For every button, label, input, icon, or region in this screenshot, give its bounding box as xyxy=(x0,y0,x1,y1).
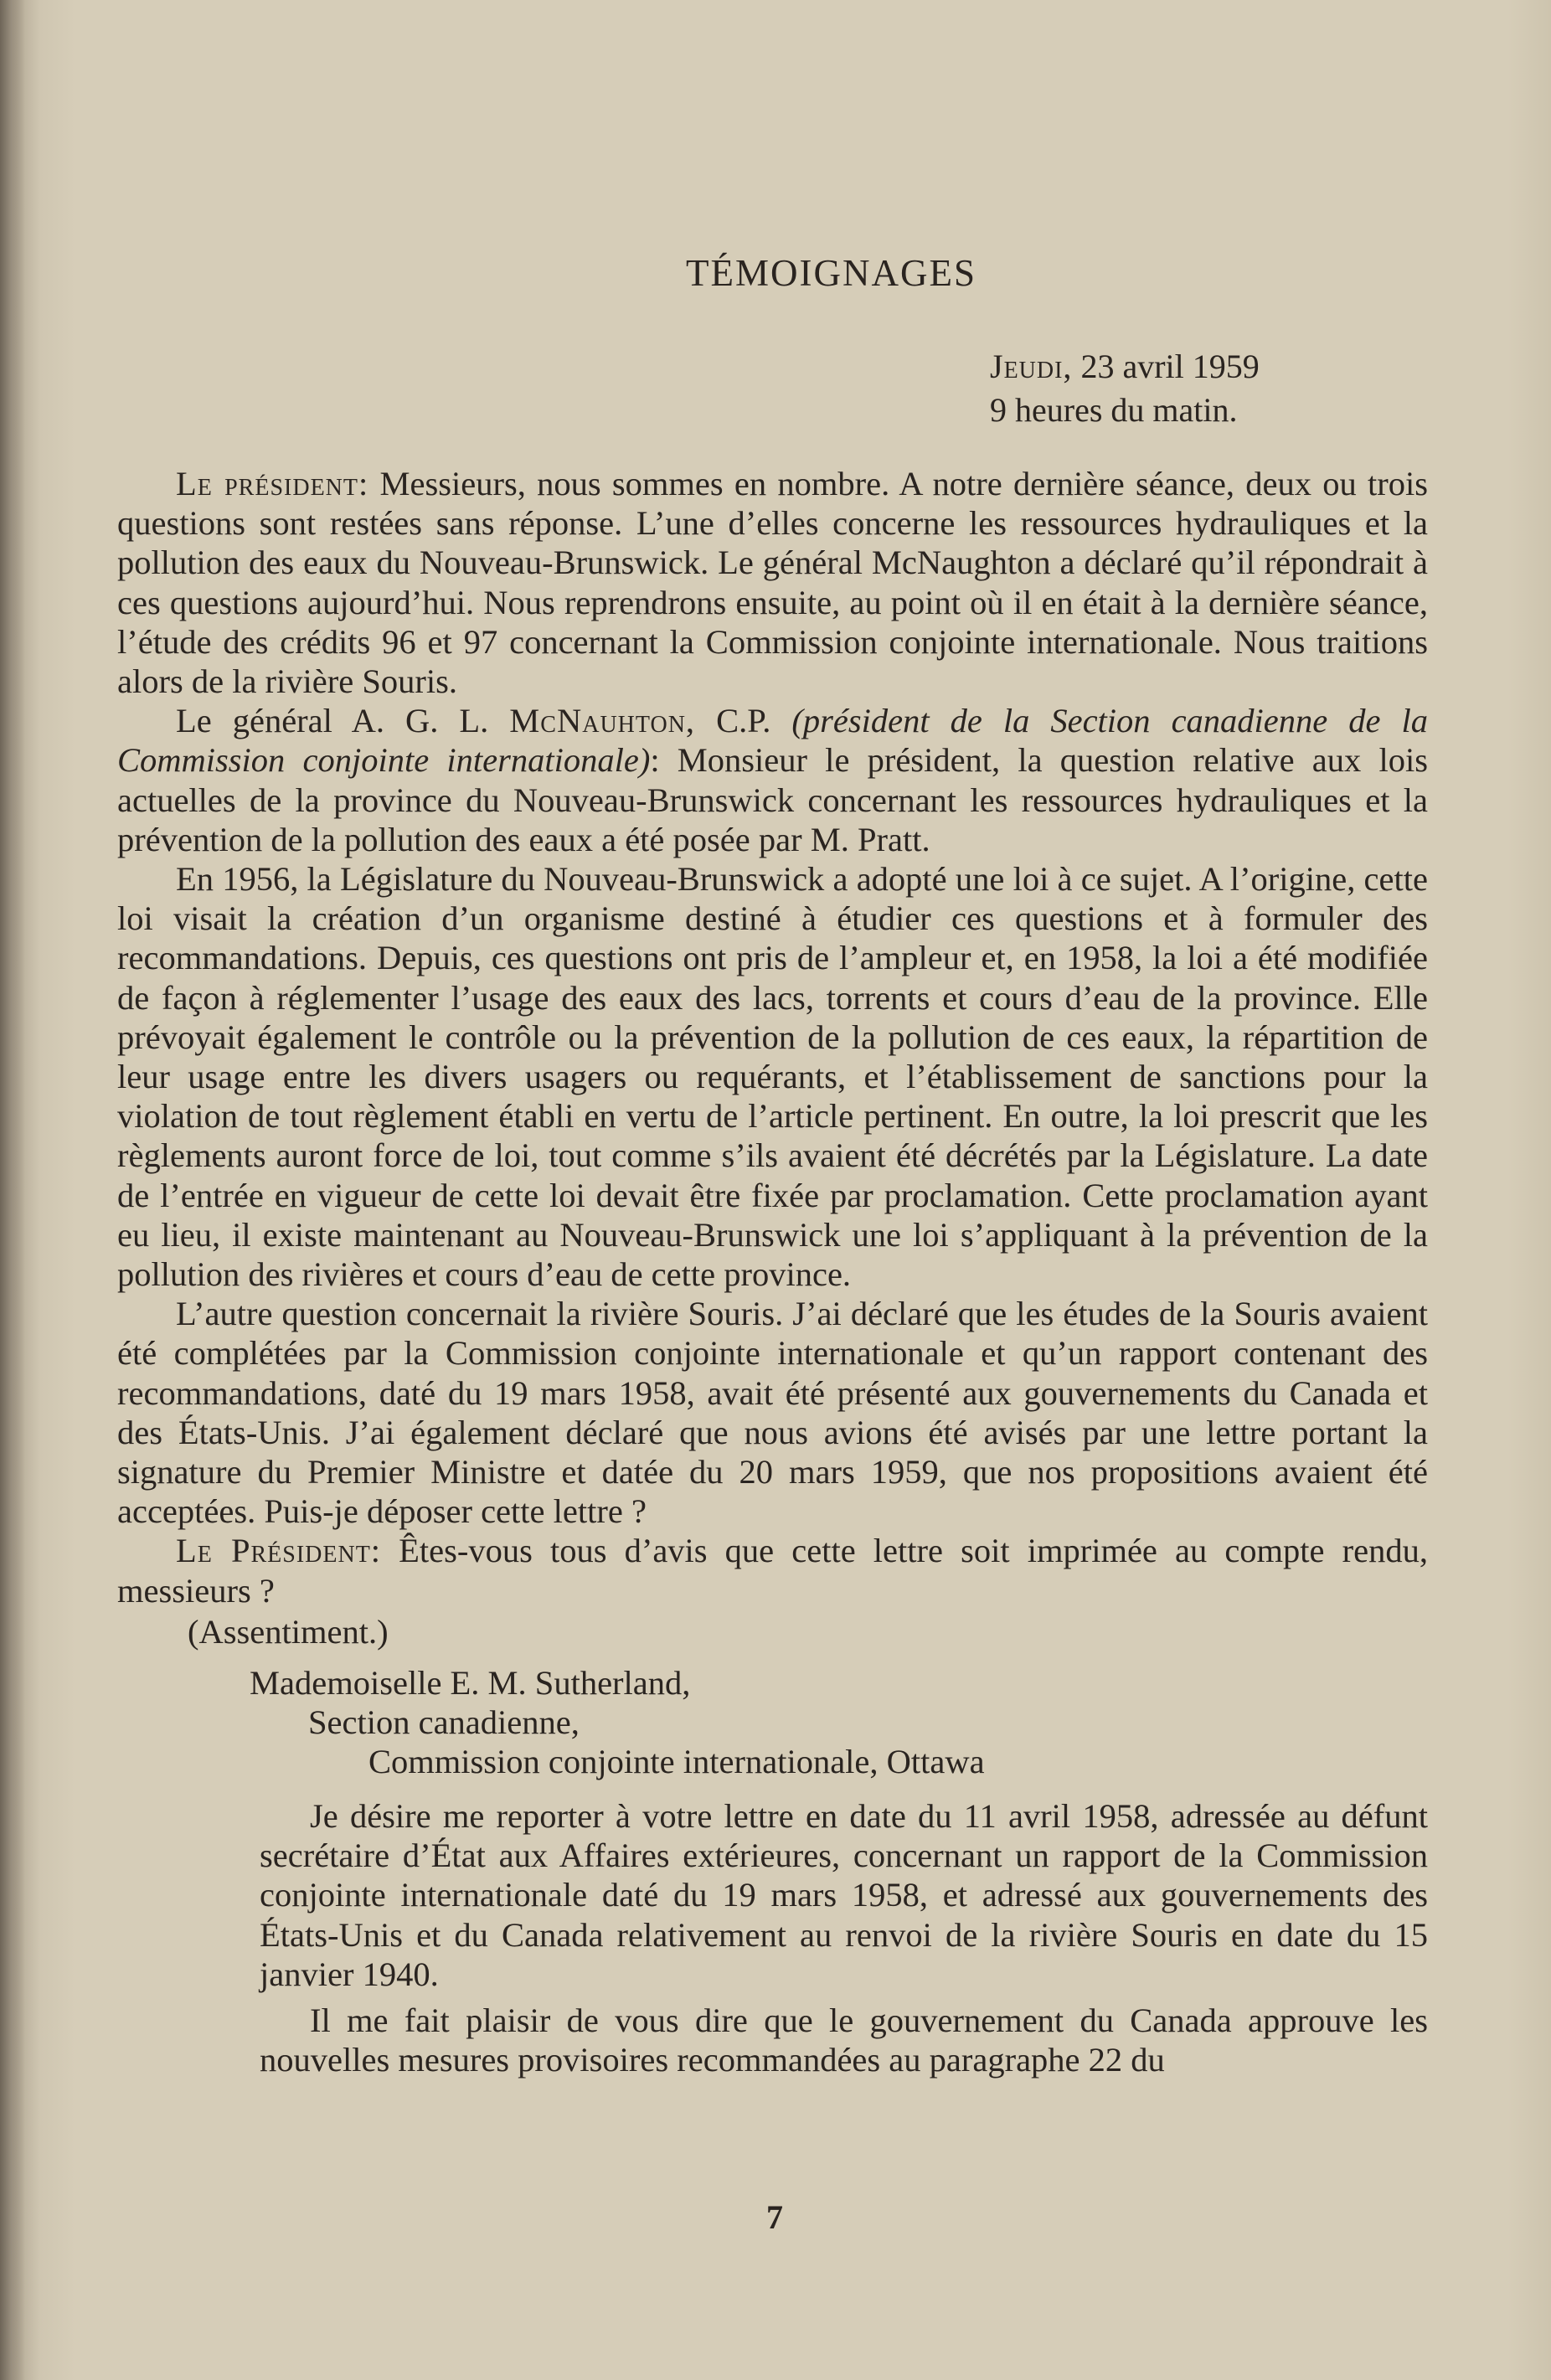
letter-paragraph-2: Il me fait plaisir de vous dire que le gouvernement du Canada approuve les nouvelles mesures provisoires recommandées au paragraphe 22 du xyxy=(260,2001,1428,2079)
page-heading: TÉMOIGNAGES xyxy=(686,252,976,294)
session-time: 9 heures du matin. xyxy=(990,391,1238,429)
paragraph-mcnaughton xyxy=(117,701,1428,859)
letter-body xyxy=(260,1796,1428,2079)
speaker-name: McNauhton, xyxy=(509,702,696,740)
session-date xyxy=(990,345,1428,432)
paragraph-president-question xyxy=(117,1531,1428,1610)
assent-note: (Assentiment.) xyxy=(188,1612,389,1651)
speaker-prefix: Le général A. G. L. xyxy=(176,702,510,740)
paragraph-text: : Monsieur le président, la question relative aux lois actuelles de la province du Nouveau-Brunswick concernant les ressources hydrauliques et la prévention de la pollution des eaux a été posée par M. Pratt. xyxy=(117,741,1428,858)
letter-section: Section canadienne, xyxy=(308,1703,580,1741)
paragraph-souris-river: L’autre question concernait la rivière Souris. J’ai déclaré que les études de la Souris avaient été complétées par la Commission conjointe internationale et qu’un rapport contenant des recommandations, daté du 19 mars 1958, avait été présenté aux gouvernements du Canada et des États-Unis. J’ai également déclaré que nous avions été avisés par une lettre portant la signature du Premier Ministre et datée du 20 mars 1959, que nos propositions avaient été acceptées. Puis-je déposer cette lettre ? xyxy=(117,1295,1428,1531)
letter-addressee: Mademoiselle E. M. Sutherland, xyxy=(250,1663,691,1702)
paragraph-text: Messieurs, nous sommes en nombre. A notre dernière séance, deux ou trois questions sont restées sans réponse. L’une d’elles concerne les ressources hydrauliques et la pollution des eaux du Nouveau-Brunswick. Le général McNaughton a déclaré qu’il répondrait à ces questions aujourd’hui. Nous reprendrons ensuite, au point où il en était à la dernière séance, l’étude des crédits 96 et 97 concernant la Commission conjointe internationale. Nous traitions alors de la rivière Souris. xyxy=(117,465,1428,701)
page-number: 7 xyxy=(766,2198,785,2236)
paragraph-new-brunswick-law: En 1956, la Législature du Nouveau-Brunswick a adopté une loi à ce sujet. A l’origine, cette loi visait la création d’un organisme destiné à étudier ces questions et à formuler des recommandations. Depuis, ces questions ont pris de l’ampleur et, en 1958, la loi a été modifiée de façon à réglementer l’usage des eaux des lacs, torrents et cours d’eau de la province. Elle prévoyait également le contrôle ou la prévention de la pollution de ces eaux, la répartition de leur usage entre les divers usagers ou requérants, et l’établissement de sanctions pour la violation de tout règlement établi en vertu de l’article pertinent. En outre, la loi prescrit que les règlements auront force de loi, tout comme s’ils avaient été décrétés par la Législature. La date de l’entrée en vigueur de cette loi devait être fixée par proclamation. Cette proclamation ayant eu lieu, il existe maintenant au Nouveau-Brunswick une loi s’appliquant à la prévention de la pollution des rivières et cours d’eau de cette province. xyxy=(117,860,1428,1294)
letter-organization: Commission conjointe internationale, Ottawa xyxy=(368,1742,985,1780)
speaker-president: Le président: xyxy=(176,465,369,502)
document-body xyxy=(117,251,1428,2079)
paragraph-president-opening xyxy=(117,464,1428,701)
page-binding-shadow xyxy=(0,0,25,2380)
letter xyxy=(117,1663,1428,2079)
speaker-role: (président de la Section canadienne de la Commission conjointe internationale) xyxy=(117,702,1428,780)
session-date-line xyxy=(990,345,1428,389)
speaker-title: C.P. xyxy=(695,702,792,740)
session-day: Jeudi, xyxy=(990,348,1073,385)
letter-paragraph-1: Je désire me reporter à votre lettre en date du 11 avril 1958, adressée au défunt secrétaire d’État aux Affaires extérieures, concernant un rapport de la Commission conjointe internationale daté du 19 mars 1958, et adressé aux gouvernements des États-Unis et du Canada relativement au renvoi de la rivière Souris en date du 15 janvier 1940. xyxy=(260,1796,1428,1993)
paragraph-text: Êtes-vous tous d’avis que cette lettre soit imprimée au compte rendu, messieurs ? xyxy=(117,1532,1428,1610)
speaker-president: Le Président: xyxy=(176,1532,382,1570)
session-date-rest: 23 avril 1959 xyxy=(1072,348,1260,385)
